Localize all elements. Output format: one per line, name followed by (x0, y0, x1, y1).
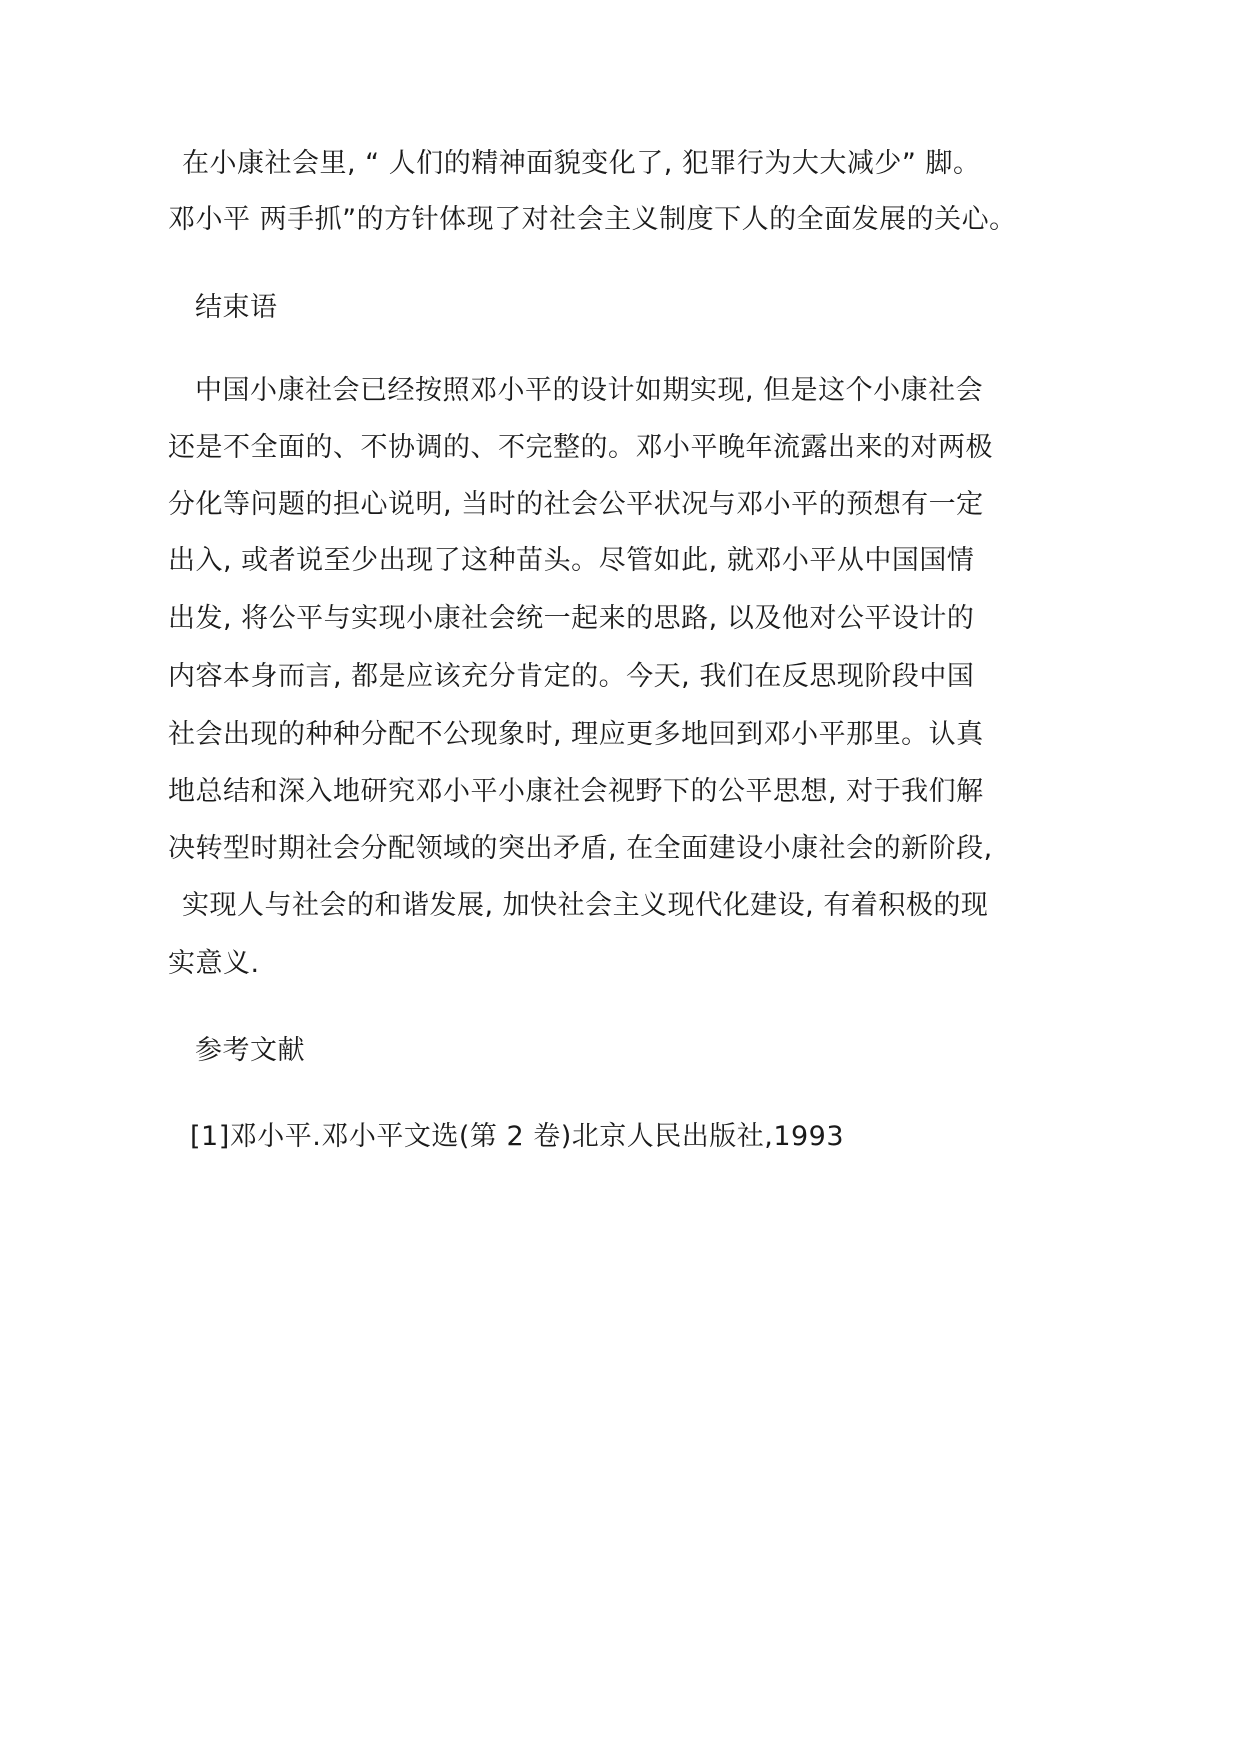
references-heading: 参考文献 (195, 1035, 305, 1066)
intro-line-1: 在小康社会里, “ 人们的精神面貌变化了, 犯罪行为大大减少” 脚。 (182, 148, 981, 179)
conclusion-line-5: 出发, 将公平与实现小康社会统一起来的思路, 以及他对公平设计的 (168, 603, 975, 634)
conclusion-line-8: 地总结和深入地研究邓小平小康社会视野下的公平思想, 对于我们解 (168, 776, 984, 807)
intro-line-2: 邓小平 两手抓”的方针体现了对社会主义制度下人的全面发展的关心。 (168, 204, 1017, 235)
conclusion-line-3: 分化等问题的担心说明, 当时的社会公平状况与邓小平的预想有一定 (168, 489, 984, 520)
conclusion-heading: 结束语 (195, 292, 278, 323)
conclusion-line-11: 实意义. (168, 948, 260, 979)
conclusion-line-7: 社会出现的种种分配不公现象时, 理应更多地回到邓小平那里。认真 (168, 719, 984, 750)
conclusion-line-9: 决转型时期社会分配领域的突出矛盾, 在全面建设小康社会的新阶段, (168, 833, 993, 864)
reference-item-1: [1]邓小平.邓小平文选(第 2 卷)北京人民出版社,1993 (190, 1121, 845, 1152)
conclusion-line-4: 出入, 或者说至少出现了这种苗头。尽管如此, 就邓小平从中国国情 (168, 545, 975, 576)
conclusion-line-6: 内容本身而言, 都是应该充分肯定的。今天, 我们在反思现阶段中国 (168, 661, 975, 692)
conclusion-line-1: 中国小康社会已经按照邓小平的设计如期实现, 但是这个小康社会 (195, 375, 984, 406)
conclusion-line-10: 实现人与社会的和谐发展, 加快社会主义现代化建设, 有着积极的现 (182, 890, 989, 921)
conclusion-line-2: 还是不全面的、不协调的、不完整的。邓小平晚年流露出来的对两极 (168, 432, 993, 463)
